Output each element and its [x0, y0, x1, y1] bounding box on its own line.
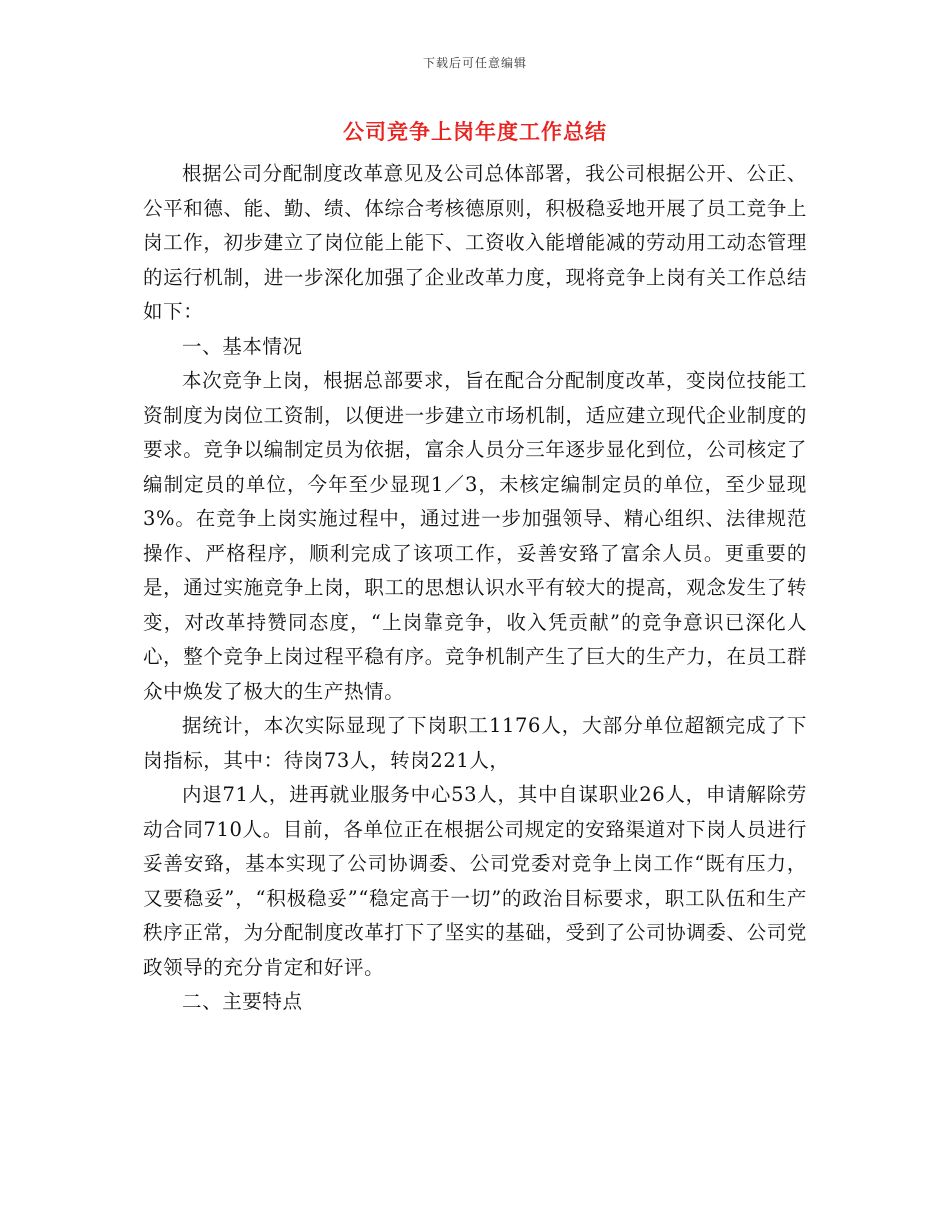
paragraph-intro: 根据公司分配制度改革意见及公司总体部署，我公司根据公开、公正、公平和德、能、勤、绩、体综合考核德原则，积极稳妥地开展了员工竞争上岗工作，初步建立了岗位能上能下、工资收入能增能减的劳动用工动态管理的运行机制，进一步深化加强了企业改革力度，现将竞争上岗有关工作总结如下： [143, 162, 807, 323]
paragraph-statistics: 据统计，本次实际显现了下岗职工1176人，大部分单位超额完成了下岗指标，其中：待岗73人，转岗221人， [143, 714, 807, 772]
section-heading-basic-situation: 一、基本情况 [182, 334, 303, 358]
document-body [143, 157, 807, 1020]
paragraph-basic-situation: 本次竞争上岗，根据总部要求，旨在配合分配制度改革，变岗位技能工资制度为岗位工资制，以便进一步建立市场机制，适应建立现代企业制度的要求。竞争以编制定员为依据，富余人员分三年逐步显化到位，公司核定了编制定员的单位，今年至少显现1／3，未核定编制定员的单位，至少显现3%。在竞争上岗实施过程中，通过进一步加强领导、精心组织、法律规范操作、严格程序，顺利完成了该项工作，妥善安臵了富余人员。更重要的是，通过实施竞争上岗，职工的思想认识水平有较大的提高，观念发生了转变，对改革持赞同态度，“上岗靠竞争，收入凭贡献”的竞争意识已深化人心，整个竞争上岗过程平稳有序。竞争机制产生了巨大的生产力，在员工群众中焕发了极大的生产热情。 [143, 369, 807, 703]
section-heading-main-features: 二、主要特点 [182, 990, 303, 1013]
document-title: 公司竞争上岗年度工作总结 [343, 119, 607, 144]
paragraph-statistics-continued: 内退71人，进再就业服务中心53人，其中自谋职业26人，申请解除劳动合同710人。目前，各单位正在根据公司规定的安臵渠道对下岗人员进行妥善安臵，基本实现了公司协调委、公司党委对竞争上岗工作“既有压力，又要稳妥”，“积极稳妥”“稳定高于一切”的政治目标要求，职工队伍和生产秩序正常，为分配制度改革打下了坚实的基础，受到了公司协调委、公司党政领导的充分肯定和好评。 [143, 783, 807, 979]
header-note: 下载后可任意编辑 [422, 56, 527, 70]
